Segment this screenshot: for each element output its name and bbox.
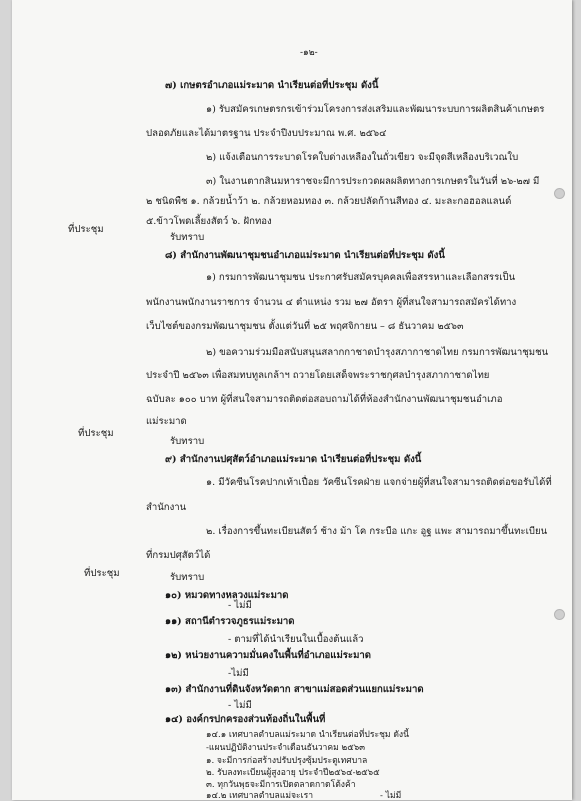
body-text: ๕.ข้าวโพดเลี้ยงสัตว์ ๖. ฝักทอง <box>146 216 272 227</box>
body-text: แม่ระมาด <box>146 416 187 427</box>
body-text: เว็บไซต์ของกรมพัฒนาชุมชน ตั้งแต่วันที่ ๒๕ พฤศจิกายน – ๘ ธันวาคม ๒๕๖๓ <box>146 321 464 332</box>
meeting-label: ที่ประชุม <box>84 568 120 579</box>
body-text: ๓. ทุกวันพุธจะมีการเปิดตลาดกาดโต้งค้า <box>206 780 356 790</box>
body-text: ๓) ในงานตากสินมหาราชจะมีการประกวดผลผลิตทางการเกษตรในวันที่ ๒๖-๒๗ มี <box>206 176 540 187</box>
body-text: ๑) กรมการพัฒนาชุมชน ประกาศรับสมัครบุคคลเพื่อสรรหาและเลือกสรรเป็น <box>206 272 516 283</box>
body-text: ฉบับละ ๑๐๐ บาท ผู้ที่สนใจสามารถติดต่อสอบถามได้ที่ห้องสำนักงานพัฒนาชุมชนอำเภอ <box>146 394 503 405</box>
body-text: สำนักงาน <box>146 502 187 513</box>
body-text: -ไม่มี <box>228 668 249 679</box>
resolution-text: รับทราบ <box>170 572 205 583</box>
body-text: พนักงานพนักงานราชการ จำนวน ๔ ตำแหน่ง รวม ๒๗ อัตรา ผู้ที่สนใจสามารถสมัครได้ทาง <box>146 297 517 308</box>
item-10-heading: ๑๐) หมวดทางหลวงแม่ระมาด <box>165 590 289 601</box>
body-text: -แผนปฏิบัติงานประจำเดือนธันวาคม ๒๕๖๓ <box>206 743 366 753</box>
body-text: - ไม่มี <box>380 791 402 801</box>
body-text: ๒) ขอความร่วมมือสนับสนุนสลากกาชาดบำรุงสภากาชาดไทย กรมการพัฒนาชุมชน <box>206 347 549 358</box>
body-text: ๑) รับสมัครเกษตรกรเข้าร่วมโครงการส่งเสริมและพัฒนาระบบการผลิตสินค้าเกษตร <box>206 104 545 115</box>
item-11-heading: ๑๑) สถานีตำรวจภูธรแม่ระมาด <box>165 616 295 627</box>
body-text: ๑. มีวัคซีนโรคปากเท้าเปื่อย วัคซีนโรคฝ่าย แจกจ่ายผู้ที่สนใจสามารถติดต่อขอรับได้ที่ <box>206 477 552 488</box>
item-12-heading: ๑๒) หน่วยงานความมั่นคงในพื้นที่อำเภอแม่ระมาด <box>165 650 372 661</box>
body-text: ๑๔.๒ เทศบาลตำบลแม่จะเรา <box>206 791 314 801</box>
item-7-heading: ๗) เกษตรอำเภอแม่ระมาด นำเรียนต่อที่ประชุม ดังนี้ <box>165 80 379 91</box>
punch-hole <box>554 609 565 620</box>
body-text: ๒ ชนิดพืช ๑. กล้วยน้ำว้า ๒. กล้วยหอมทอง ๓. กล้วยปลัดก้านสีทอง ๔. มะละกอฮอลแลนด์ <box>146 196 512 207</box>
body-text: ๒) แจ้งเตือนการระบาดโรคใบด่างเหลืองในถั่วเขียว จะมีจุดสีเหลืองบริเวณใบ <box>206 152 519 163</box>
body-text: - ตามที่ได้นำเรียนในเบื้องต้นแล้ว <box>228 634 364 645</box>
item-14-heading: ๑๔) องค์กรปกครองส่วนท้องถิ่นในพื้นที่ <box>165 714 326 725</box>
meeting-label: ที่ประชุม <box>78 428 114 439</box>
body-text: - ไม่มี <box>228 700 252 711</box>
body-text: ที่กรมปศุสัตว์ได้ <box>146 550 211 561</box>
body-text: - ไม่มี <box>228 600 252 611</box>
body-text: ประจำปี ๒๕๖๓ เพื่อสมทบทูลเกล้าฯ ถวายโดยเสด็จพระราชกุศลบำรุงสภากาชาดไทย <box>146 370 490 381</box>
item-9-heading: ๙) สำนักงานปศุสัตว์อำเภอแม่ระมาด นำเรียนต่อที่ประชุม ดังนี้ <box>165 454 422 465</box>
body-text: ๒. เรื่องการขึ้นทะเบียนสัตว์ ช้าง ม้า โค กระบือ แกะ อูฐ แพะ สามารถมาขึ้นทะเบียน <box>206 526 548 537</box>
resolution-text: รับทราบ <box>170 232 205 243</box>
item-13-heading: ๑๓) สำนักงานที่ดินจังหวัดตาก สาขาแม่สอดส่วนแยกแม่ระมาด <box>165 684 424 695</box>
item-14-1-line: ๑๔.๑ เทศบาลตำบลแม่ระมาด นำเรียนต่อที่ประชุม ดังนี้ <box>206 730 409 740</box>
page-number: -๑๒- <box>300 48 318 58</box>
resolution-text: รับทราบ <box>170 436 205 447</box>
meeting-label: ที่ประชุม <box>68 224 104 235</box>
body-text: ๑. จะมีการก่อสร้างปรับปรุงซุ้มประตูเทศบาล <box>206 756 368 766</box>
item-8-heading: ๘) สำนักงานพัฒนาชุมชนอำเภอแม่ระมาด นำเรียนต่อที่ประชุม ดังนี้ <box>165 250 445 261</box>
body-text: ปลอดภัยและได้มาตรฐาน ประจำปีงบประมาณ พ.ศ. ๒๕๖๔ <box>146 128 387 139</box>
body-text: ๒. รับลงทะเบียนผู้สูงอายุ ประจำปี๒๕๖๔-๒๕๖๕ <box>206 768 380 778</box>
punch-hole <box>554 188 565 199</box>
